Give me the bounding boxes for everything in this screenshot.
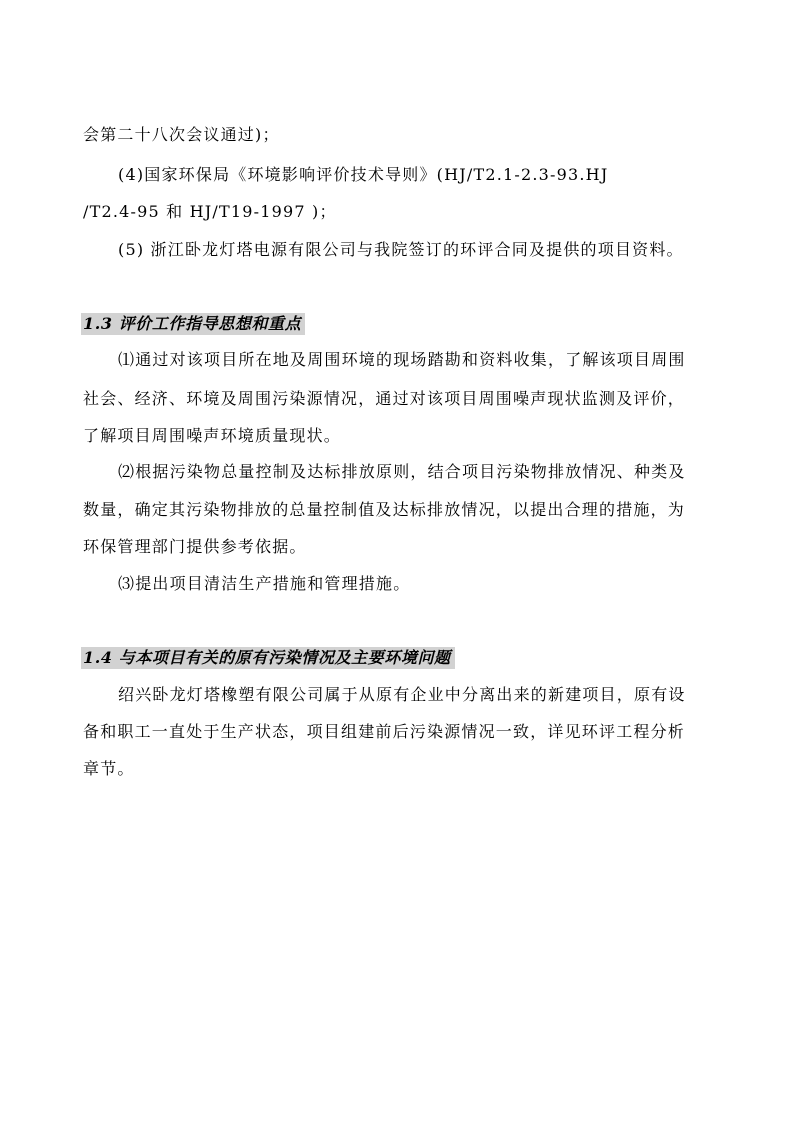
section-heading-1-3 [81, 313, 305, 335]
text-line: 社会、经济、环境及周围污染源情况，通过对该项目周围噪声现状监测及评价， [83, 389, 686, 408]
text-line: ⑴通过对该项目所在地及周围环境的现场踏勘和资料收集，了解该项目周围 [118, 350, 686, 369]
text-line: 会第二十八次会议通过)； [83, 125, 280, 144]
text-line: ⑵根据污染物总量控制及达标排放原则，结合项目污染物排放情况、种类及 [118, 462, 686, 481]
text-line: ⑶提出项目清洁生产措施和管理措施。 [118, 574, 411, 593]
section-number: 1.4 [83, 648, 113, 667]
section-title: 评价工作指导思想和重点 [118, 314, 302, 333]
text-line: 章节。 [83, 759, 135, 778]
section-heading-1-4 [81, 647, 455, 669]
section-number: 1.3 [83, 314, 113, 333]
text-line: 数量，确定其污染物排放的总量控制值及达标排放情况，以提出合理的措施，为 [83, 500, 686, 519]
text-line: 备和职工一直处于生产状态，项目组建前后污染源情况一致，详见环评工程分析 [83, 722, 686, 741]
text-line: (4)国家环保局《环境影响评价技术导则》(HJ/T2.1-2.3-93.HJ [118, 165, 609, 184]
text-line: /T2.4-95 和 HJ/T19-1997 )； [83, 202, 337, 221]
section-title: 与本项目有关的原有污染情况及主要环境问题 [118, 648, 451, 667]
text-line: 绍兴卧龙灯塔橡塑有限公司属于从原有企业中分离出来的新建项目，原有设 [118, 685, 686, 704]
text-line: 了解项目周围噪声环境质量现状。 [83, 426, 342, 445]
text-line: (5) 浙江卧龙灯塔电源有限公司与我院签订的环评合同及提供的项目资料。 [118, 240, 684, 259]
text-line: 环保管理部门提供参考依据。 [83, 537, 307, 556]
